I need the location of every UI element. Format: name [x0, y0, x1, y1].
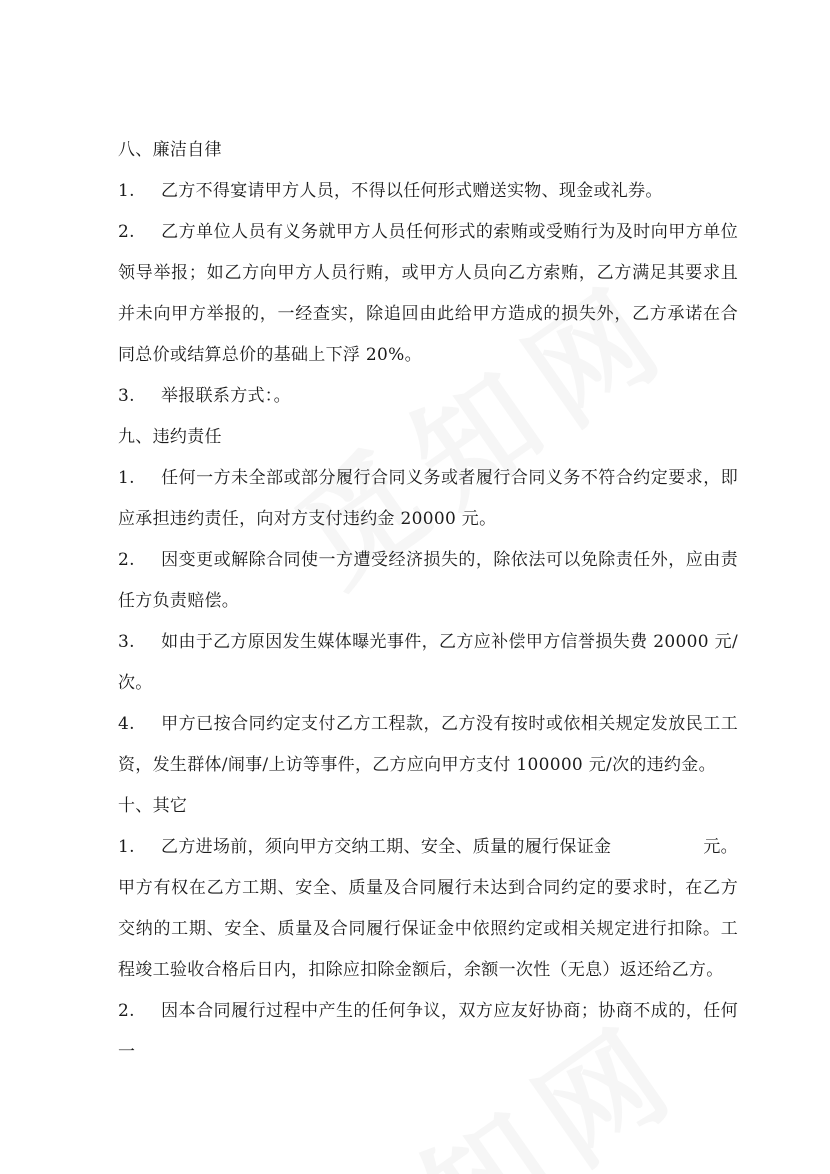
clause-text: 因变更或解除合同使一方遭受经济损失的，除依法可以免除责任外，应由责任方负责赔偿。 — [118, 550, 738, 611]
clause-number: 1. — [118, 468, 135, 488]
clause-10-1 — [118, 827, 738, 991]
clause-8-1 — [118, 171, 738, 212]
clause-number: 2. — [118, 1001, 135, 1021]
clause-8-2 — [118, 212, 738, 376]
clause-text: 乙方进场前，须向甲方交纳工期、安全、质量的履行保证金 — [161, 837, 612, 857]
document-body — [118, 130, 738, 1073]
clause-9-2 — [118, 540, 738, 622]
clause-text: 乙方单位人员有义务就甲方人员任何形式的索贿或受贿行为及时向甲方单位领导举报；如乙方向甲方人员行贿，或甲方人员向乙方索贿，乙方满足其要求且并未向甲方举报的，一经查实，除追回由此给甲方造成的损失外，乙方承诺在合同总价或结算总价的基础上下浮 20%。 — [118, 222, 738, 365]
clause-text: 因本合同履行过程中产生的任何争议，双方应友好协商；协商不成的，任何一 — [118, 1001, 738, 1062]
clause-number: 4. — [118, 714, 135, 734]
section-heading-integrity: 八、廉洁自律 — [118, 140, 222, 160]
section-heading-liability: 九、违约责任 — [118, 427, 222, 447]
clause-number: 1. — [118, 181, 135, 201]
clause-text: 甲方已按合同约定支付乙方工程款，乙方没有按时或依相关规定发放民工工资，发生群体/闹事/上访等事件，乙方应向甲方支付 100000 元/次的违约金。 — [118, 714, 738, 775]
clause-number: 3. — [118, 386, 135, 406]
clause-8-3 — [118, 376, 738, 417]
clause-10-2 — [118, 991, 738, 1073]
section-heading-other: 十、其它 — [118, 796, 188, 816]
clause-number: 3. — [118, 632, 135, 652]
clause-number: 1. — [118, 837, 135, 857]
clause-text: 任何一方未全部或部分履行合同义务或者履行合同义务不符合约定要求，即应承担违约责任，向对方支付违约金 20000 元。 — [118, 468, 738, 529]
clause-text: 如由于乙方原因发生媒体曝光事件，乙方应补偿甲方信誉损失费 20000 元/次。 — [118, 632, 738, 693]
clause-9-4 — [118, 704, 738, 786]
clause-text: 元。甲方有权在乙方工期、安全、质量及合同履行未达到合同约定的要求时，在乙方交纳的工期、安全、质量及合同履行保证金中依照约定或相关规定进行扣除。工程竣工验收合格后日内，扣除应扣除金额后，余额一次性（无息）返还给乙方。 — [118, 837, 738, 980]
clause-text: 举报联系方式：。 — [161, 386, 291, 406]
clause-9-1 — [118, 458, 738, 540]
clause-number: 2. — [118, 222, 135, 242]
clause-9-3 — [118, 622, 738, 704]
clause-text: 乙方不得宴请甲方人员，不得以任何形式赠送实物、现金或礼券。 — [161, 181, 663, 201]
clause-number: 2. — [118, 550, 135, 570]
